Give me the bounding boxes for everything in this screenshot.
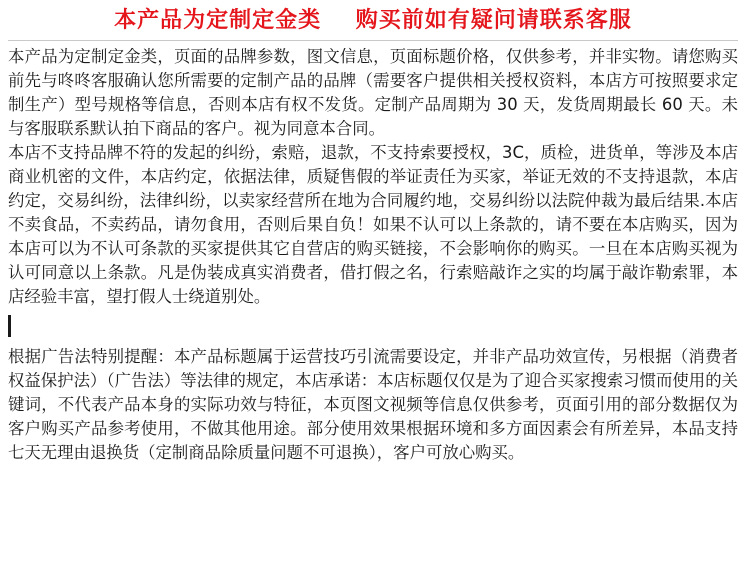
custom-order-notice	[8, 45, 738, 309]
notice-paragraph-terms: 本产品为定制定金类，页面的品牌参数，图文信息，页面标题价格，仅供参考，并非实物。请您购买前先与咚咚客服确认您所需要的定制产品的品牌（需要客户提供相关授权资料，本店方可按照要求定制生产）型号规格等信息，否则本店有权不发货。定制产品周期为 30 天，发货周期最长 60 天。未与客服联系默认拍下商品的客户。视为同意本合同。	[8, 47, 738, 138]
ad-law-paragraph: 根据广告法特别提醒：本产品标题属于运营技巧引流需要设定，并非产品功效宣传，另根据（消费者权益保护法）（广告法）等法律的规定，本店承诺：本店标题仅仅是为了迎合买家搜索习惯而使用的关键词，不代表产品本身的实际功效与特征，本页图文视频等信息仅供参考，页面引用的部分数据仅为客户购买产品参考使用，不做其他用途。部分使用效果根据环境和多方面因素会有所差异，本品支持七天无理由退换货（定制商品除质量问题不可退换），客户可放心购买。	[8, 347, 738, 462]
header-divider	[8, 40, 738, 41]
text-cursor-mark	[8, 315, 11, 337]
notice-paragraph-disputes: 本店不支持品牌不符的发起的纠纷，索赔，退款，不支持索要授权，3C，质检，进货单，等涉及本店商业机密的文件，本店约定，依据法律，质疑售假的举证责任为买家，举证无效的不支持退款，本店约定，交易纠纷，法律纠纷，以卖家经营所在地为合同履约地，交易纠纷以法院仲裁为最后结果.本店不卖食品，不卖药品，请勿食用，否则后果自负！如果不认可以上条款的，请不要在本店购买，因为本店可以为不认可条款的买家提供其它自营店的购买链接，不会影响你的购买。一旦在本店购买视为认可同意以上条款。凡是伪装成真实消费者，借打假之名，行索赔敲诈之实的均属于敲诈勒索罪，本店经验丰富，望打假人士绕道别处。	[8, 143, 738, 306]
banner-title: 本产品为定制定金类 购买前如有疑问请联系客服	[114, 8, 632, 33]
ad-law-notice	[8, 345, 738, 465]
